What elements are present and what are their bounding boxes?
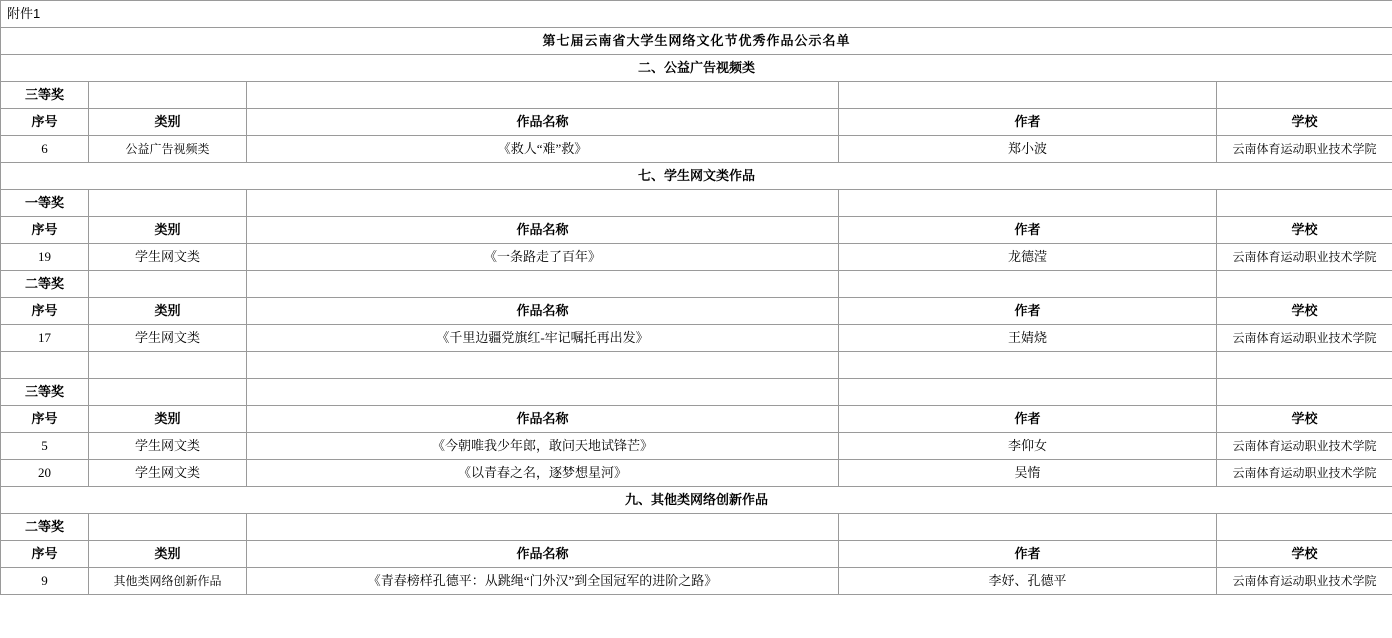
cell-no: 9 [1,568,89,595]
cell-category: 学生网文类 [89,244,247,271]
cell-category: 其他类网络创新作品 [89,568,247,595]
header-no: 序号 [1,541,89,568]
blank-cell [839,514,1217,541]
blank-cell [89,190,247,217]
blank-cell [839,379,1217,406]
section-heading-row [1,163,1392,190]
blank-cell [247,82,839,109]
header-work: 作品名称 [247,298,839,325]
cell-work: 《今朝唯我少年郎，敢问天地试锋芒》 [247,433,839,460]
cell-no: 20 [1,460,89,487]
header-category: 类别 [89,541,247,568]
blank-cell [247,190,839,217]
header-category: 类别 [89,298,247,325]
header-author: 作者 [839,298,1217,325]
header-work: 作品名称 [247,541,839,568]
cell-no: 19 [1,244,89,271]
blank-cell [1217,82,1392,109]
blank-cell [89,352,247,379]
blank-cell [1217,271,1392,298]
cell-category: 学生网文类 [89,325,247,352]
cell-school: 云南体育运动职业技术学院 [1217,460,1392,487]
cell-work: 《青春榜样孔德平：从跳绳“门外汉”到全国冠军的进阶之路》 [247,568,839,595]
blank-cell [247,379,839,406]
blank-cell [839,190,1217,217]
table-row [1,433,1392,460]
attachment-row [1,1,1392,28]
table-row [1,460,1392,487]
header-school: 学校 [1217,217,1392,244]
header-author: 作者 [839,541,1217,568]
header-author: 作者 [839,406,1217,433]
header-school: 学校 [1217,298,1392,325]
cell-category: 公益广告视频类 [89,136,247,163]
cell-author: 李仰女 [839,433,1217,460]
cell-school: 云南体育运动职业技术学院 [1217,136,1392,163]
blank-cell [1217,190,1392,217]
blank-cell [247,352,839,379]
award-label-s3b1: 二等奖 [1,514,89,541]
blank-cell [247,514,839,541]
award-row [1,82,1392,109]
header-work: 作品名称 [247,406,839,433]
award-label-s1b1: 三等奖 [1,82,89,109]
award-label-s2b3: 三等奖 [1,379,89,406]
cell-author: 龙德滢 [839,244,1217,271]
header-school: 学校 [1217,541,1392,568]
header-work: 作品名称 [247,109,839,136]
header-work: 作品名称 [247,217,839,244]
table-row [1,136,1392,163]
header-no: 序号 [1,406,89,433]
column-header-row [1,406,1392,433]
section-heading-row [1,55,1392,82]
cell-no: 17 [1,325,89,352]
blank-cell [89,271,247,298]
award-row [1,514,1392,541]
blank-cell [839,352,1217,379]
header-category: 类别 [89,217,247,244]
section-heading-2: 七、学生网文类作品 [1,163,1392,190]
blank-cell [839,271,1217,298]
header-author: 作者 [839,217,1217,244]
cell-work: 《一条路走了百年》 [247,244,839,271]
section-heading-3: 九、其他类网络创新作品 [1,487,1392,514]
award-row [1,190,1392,217]
page-title: 第七届云南省大学生网络文化节优秀作品公示名单 [1,28,1392,55]
header-no: 序号 [1,109,89,136]
award-label-s2b2: 二等奖 [1,271,89,298]
cell-author: 李妤、孔德平 [839,568,1217,595]
cell-author: 郑小波 [839,136,1217,163]
cell-work: 《以青春之名，逐梦想星河》 [247,460,839,487]
column-header-row [1,298,1392,325]
section-heading-1: 二、公益广告视频类 [1,55,1392,82]
award-row [1,271,1392,298]
header-author: 作者 [839,109,1217,136]
column-header-row [1,541,1392,568]
blank-cell [89,82,247,109]
cell-category: 学生网文类 [89,433,247,460]
cell-work: 《千里边疆党旗红-牢记嘱托再出发》 [247,325,839,352]
cell-school: 云南体育运动职业技术学院 [1217,325,1392,352]
cell-school: 云南体育运动职业技术学院 [1217,568,1392,595]
cell-category: 学生网文类 [89,460,247,487]
title-row [1,28,1392,55]
header-no: 序号 [1,217,89,244]
header-no: 序号 [1,298,89,325]
award-row [1,379,1392,406]
blank-cell [247,271,839,298]
blank-cell [89,514,247,541]
table-row [1,325,1392,352]
header-school: 学校 [1217,406,1392,433]
cell-school: 云南体育运动职业技术学院 [1217,433,1392,460]
table-row [1,568,1392,595]
cell-author: 吴惰 [839,460,1217,487]
cell-no: 5 [1,433,89,460]
section-heading-row [1,487,1392,514]
cell-no: 6 [1,136,89,163]
attachment-label: 附件1 [1,1,1392,28]
spacer-row [1,352,1392,379]
cell-author: 王婧烧 [839,325,1217,352]
award-label-s2b1: 一等奖 [1,190,89,217]
blank-cell [1,352,89,379]
header-category: 类别 [89,406,247,433]
column-header-row [1,109,1392,136]
column-header-row [1,217,1392,244]
blank-cell [1217,379,1392,406]
cell-school: 云南体育运动职业技术学院 [1217,244,1392,271]
header-category: 类别 [89,109,247,136]
table-row [1,244,1392,271]
blank-cell [1217,352,1392,379]
blank-cell [839,82,1217,109]
header-school: 学校 [1217,109,1392,136]
blank-cell [1217,514,1392,541]
blank-cell [89,379,247,406]
cell-work: 《救人“难”救》 [247,136,839,163]
